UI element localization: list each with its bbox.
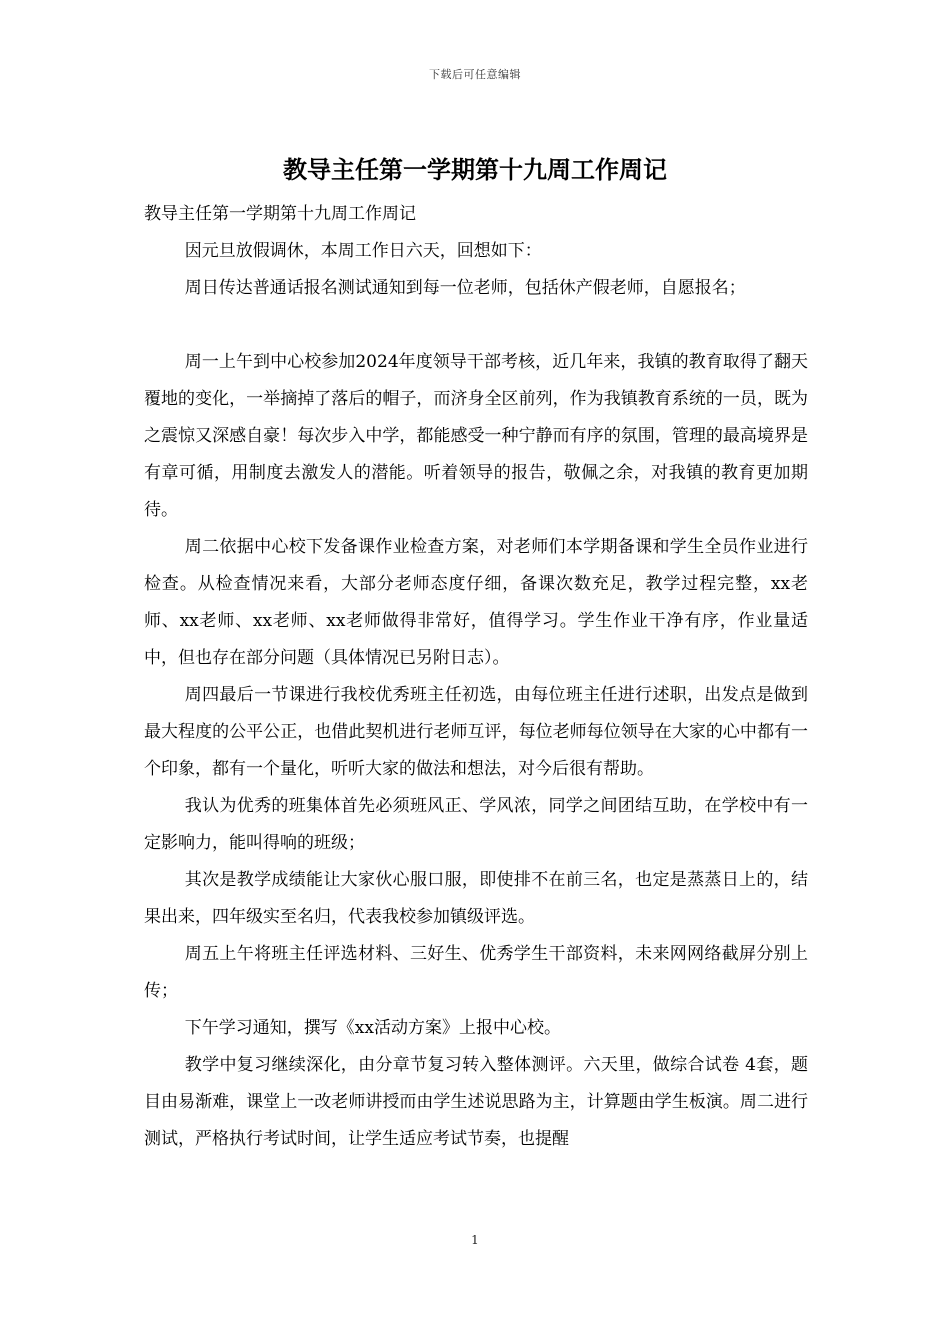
paragraph-2: 周日传达普通话报名测试通知到每一位老师，包括休产假老师，自愿报名； <box>184 278 746 298</box>
document-body <box>144 196 808 1158</box>
document-subtitle: 教导主任第一学期第十九周工作周记 <box>144 204 416 224</box>
paragraph-7: 其次是教学成绩能让大家伙心服口服，即使排不在前三名，也定是蒸蒸日上的，结果出来，四年级实至名归，代表我校参加镇级评选。 <box>144 870 808 927</box>
paragraph-10: 教学中复习继续深化，由分章节复习转入整体测评。六天里，做综合试卷 4套，题目由易渐难，课堂上一改老师讲授而由学生述说思路为主，计算题由学生板演。周二进行测试，严格执行考试时间，让学生适应考试节奏，也提醒 <box>144 1055 808 1149</box>
paragraph-1: 因元旦放假调休，本周工作日六天，回想如下： <box>184 241 542 261</box>
paragraph-9: 下午学习通知，撰写《xx活动方案》上报中心校。 <box>184 1018 561 1038</box>
header-note: 下载后可任意编辑 <box>429 68 521 81</box>
paragraph-6: 我认为优秀的班集体首先必须班风正、学风浓，同学之间团结互助，在学校中有一定影响力，能叫得响的班级； <box>144 796 808 853</box>
paragraph-5: 周四最后一节课进行我校优秀班主任初选，由每位班主任进行述职，出发点是做到最大程度的公平公正，也借此契机进行老师互评，每位老师每位领导在大家的心中都有一个印象，都有一个量化，听听大家的做法和想法，对今后很有帮助。 <box>144 685 808 779</box>
paragraph-3: 周一上午到中心校参加2024年度领导干部考核，近几年来，我镇的教育取得了翻天覆地的变化，一举摘掉了落后的帽子，而济身全区前列，作为我镇教育系统的一员，既为之震惊又深感自豪！每次步入中学，都能感受一种宁静而有序的氛围，管理的最高境界是有章可循，用制度去激发人的潜能。听着领导的报告，敬佩之余，对我镇的教育更加期待。 <box>144 352 808 520</box>
paragraph-8: 周五上午将班主任评选材料、三好生、优秀学生干部资料，未来网网络截屏分别上传； <box>144 944 808 1001</box>
paragraph-4: 周二依据中心校下发备课作业检查方案，对老师们本学期备课和学生全员作业进行检查。从检查情况来看，大部分老师态度仔细，备课次数充足，教学过程完整，xx老师、xx老师、xx老师、xx老师做得非常好，值得学习。学生作业干净有序，作业量适中，但也存在部分问题（具体情况已另附日志）。 <box>144 537 808 668</box>
page-number: 1 <box>471 1233 479 1247</box>
document-title: 教导主任第一学期第十九周工作周记 <box>283 155 667 184</box>
